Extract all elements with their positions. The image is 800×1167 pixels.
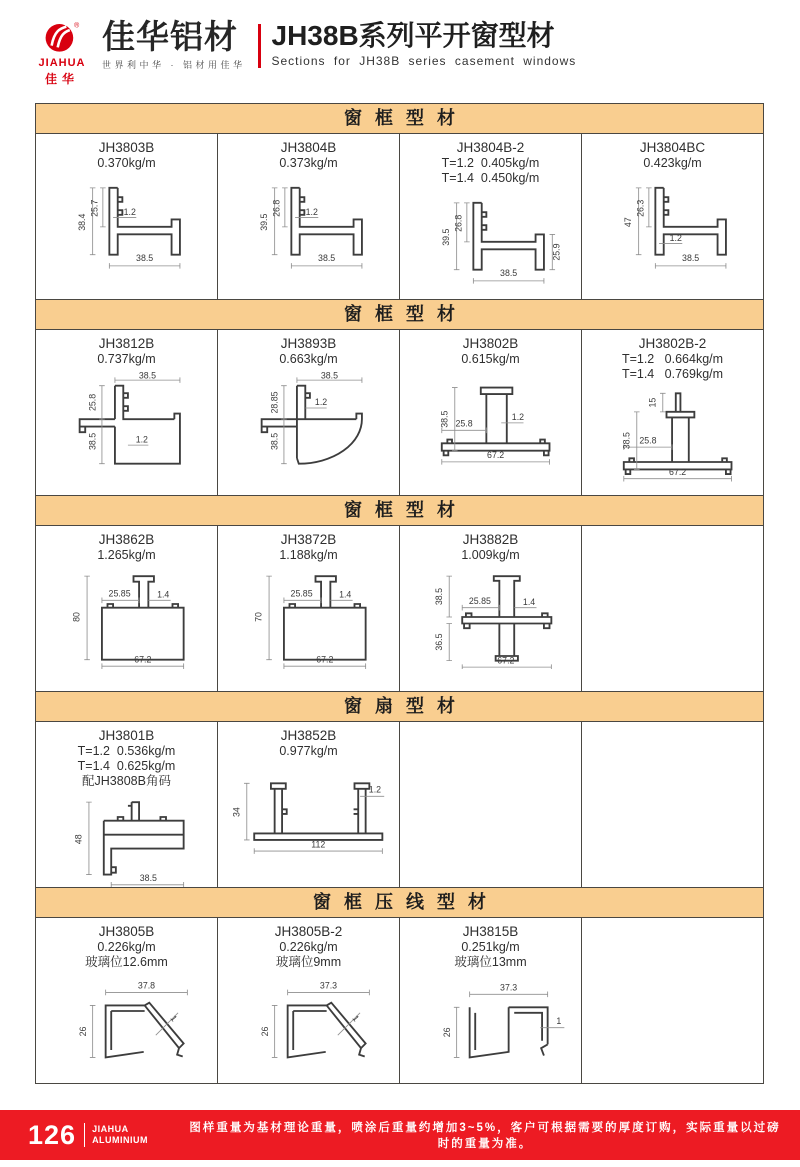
profile-cell-empty <box>582 918 763 1083</box>
svg-text:38.4: 38.4 <box>76 213 87 231</box>
profile-code: JH3805B-2 <box>274 924 343 939</box>
profile-code: JH3804B <box>280 140 337 155</box>
profile-code: JH3804BC <box>639 140 706 155</box>
svg-text:1.2: 1.2 <box>314 397 327 408</box>
title-block <box>272 21 577 68</box>
profile-cell-empty <box>582 722 763 887</box>
profile-drawing <box>406 369 576 473</box>
profile-catalog-table <box>35 103 764 1084</box>
svg-text:67.2: 67.2 <box>496 655 514 666</box>
profile-weight: 0.370kg/m <box>97 156 156 170</box>
page-header <box>26 18 576 87</box>
svg-text:25.9: 25.9 <box>551 243 562 261</box>
svg-text:1.4: 1.4 <box>338 589 351 600</box>
footer-brand-line1: JIAHUA <box>92 1124 129 1135</box>
svg-text:67.2: 67.2 <box>315 654 333 665</box>
profile-row <box>36 134 763 299</box>
profile-glass-note: 玻璃位9mm <box>275 955 342 969</box>
brand-cn-block <box>102 20 246 71</box>
profile-weight: 1.009kg/m <box>461 548 520 562</box>
svg-text:38.5: 38.5 <box>499 268 517 279</box>
profile-cell-jh3804b-2 <box>400 134 582 299</box>
svg-text:38.5: 38.5 <box>620 432 631 450</box>
profile-code: JH3893B <box>280 336 337 351</box>
svg-text:26: 26 <box>441 1027 452 1038</box>
profile-weight: 0.737kg/m <box>97 352 156 366</box>
profile-code: JH3815B <box>462 924 519 939</box>
svg-text:26: 26 <box>77 1026 88 1037</box>
profile-drawing <box>406 565 576 669</box>
svg-text:1.2: 1.2 <box>123 206 136 217</box>
profile-weight: T=1.2 0.405kg/m <box>441 156 540 170</box>
header-divider <box>258 24 261 68</box>
profile-cell-empty <box>582 526 763 691</box>
svg-text:1: 1 <box>167 1013 179 1024</box>
profile-code: JH3803B <box>98 140 155 155</box>
profile-cell-jh3802b-2 <box>582 330 763 495</box>
profile-cell-jh3893b <box>218 330 400 495</box>
profile-code: JH3812B <box>98 336 155 351</box>
brand-tagline: 世界利中华 · 铝材用佳华 <box>102 59 246 70</box>
profile-cell-jh3805b-2 <box>218 918 400 1083</box>
logo-block <box>26 18 98 87</box>
svg-text:1: 1 <box>555 1016 561 1026</box>
profile-cell-jh3804bc <box>582 134 763 299</box>
svg-text:25.85: 25.85 <box>108 588 131 599</box>
profile-weight: 0.615kg/m <box>461 352 520 366</box>
svg-text:1.2: 1.2 <box>368 784 381 795</box>
profile-drawing <box>224 761 394 865</box>
profile-cell-jh3803b <box>36 134 218 299</box>
registered-mark: ® <box>74 22 80 30</box>
svg-text:26: 26 <box>259 1026 270 1037</box>
footer-bar <box>0 1110 800 1160</box>
page-number: 126 <box>28 1119 77 1150</box>
svg-text:47: 47 <box>622 217 633 228</box>
profile-weight: T=1.4 0.625kg/m <box>77 759 176 773</box>
svg-text:34: 34 <box>230 807 241 817</box>
section-title: 窗框型材 <box>36 300 763 330</box>
profile-cell-jh3882b <box>400 526 582 691</box>
profile-weight: 0.226kg/m <box>97 940 156 954</box>
svg-text:67.2: 67.2 <box>668 467 686 477</box>
profile-cell-jh3801b <box>36 722 218 887</box>
profile-cell-jh3872b <box>218 526 400 691</box>
svg-text:38.5: 38.5 <box>139 873 157 884</box>
profile-drawing <box>42 791 212 887</box>
profile-cell-jh3802b <box>400 330 582 495</box>
svg-text:37.3: 37.3 <box>499 982 517 993</box>
svg-text:1: 1 <box>349 1013 361 1024</box>
section-title: 窗扇型材 <box>36 692 763 722</box>
profile-code: JH3872B <box>280 532 337 547</box>
brand-cn: 佳华铝材 <box>102 18 238 55</box>
profile-cell-jh3804b <box>218 134 400 299</box>
profile-code: JH3802B <box>462 336 519 351</box>
profile-code: JH3882B <box>462 532 519 547</box>
brand-en: JIAHUA <box>38 57 86 69</box>
section-window-sash <box>36 692 763 888</box>
profile-cell-empty <box>400 722 582 887</box>
svg-text:38.5: 38.5 <box>138 370 156 381</box>
svg-text:1.4: 1.4 <box>522 596 535 607</box>
svg-text:15: 15 <box>646 397 657 408</box>
profile-drawing <box>588 384 758 488</box>
profile-weight: T=1.4 0.769kg/m <box>621 367 724 381</box>
profile-weight: 1.265kg/m <box>97 548 156 562</box>
profile-code: JH3801B <box>98 728 155 743</box>
profile-cell-jh3812b <box>36 330 218 495</box>
svg-text:36.5: 36.5 <box>433 633 444 651</box>
svg-text:25.7: 25.7 <box>88 199 99 217</box>
profile-weight: T=1.2 0.536kg/m <box>77 744 176 758</box>
profile-drawing <box>42 972 212 1076</box>
profile-drawing <box>224 565 394 669</box>
section-title: 窗框型材 <box>36 104 763 134</box>
svg-text:38.5: 38.5 <box>438 410 449 428</box>
profile-row <box>36 918 763 1083</box>
svg-text:25.8: 25.8 <box>454 418 473 429</box>
svg-text:37.8: 37.8 <box>137 980 155 991</box>
jiahua-logo-icon <box>43 18 81 56</box>
svg-text:25.8: 25.8 <box>86 393 97 412</box>
svg-text:80: 80 <box>71 612 82 622</box>
profile-weight: 0.977kg/m <box>279 744 338 758</box>
svg-text:37.3: 37.3 <box>319 980 337 991</box>
profile-note: 配JH3808B角码 <box>82 774 171 788</box>
svg-text:1.2: 1.2 <box>669 232 682 243</box>
svg-text:112: 112 <box>310 839 325 850</box>
svg-text:1.2: 1.2 <box>511 412 524 423</box>
svg-text:38.5: 38.5 <box>135 253 153 264</box>
profile-code: JH3852B <box>280 728 337 743</box>
svg-text:48: 48 <box>73 834 83 845</box>
profile-glass-note: 玻璃位12.6mm <box>85 955 168 969</box>
profile-cell-jh3852b <box>218 722 400 887</box>
section-window-frame-2 <box>36 300 763 496</box>
profile-drawing <box>406 188 576 292</box>
svg-text:26.3: 26.3 <box>634 199 645 217</box>
footer-brand <box>92 1124 148 1146</box>
svg-text:1.2: 1.2 <box>135 434 148 445</box>
profile-drawing <box>42 565 212 669</box>
profile-code: JH3862B <box>98 532 155 547</box>
svg-text:70: 70 <box>253 612 264 622</box>
profile-cell-jh3805b <box>36 918 218 1083</box>
svg-text:67.2: 67.2 <box>133 654 151 665</box>
svg-text:25.85: 25.85 <box>468 596 491 606</box>
footer-brand-line2: ALUMINIUM <box>92 1135 149 1145</box>
svg-text:38.5: 38.5 <box>317 253 335 264</box>
profile-drawing <box>224 369 394 473</box>
profile-row <box>36 526 763 691</box>
profile-glass-note: 玻璃位13mm <box>454 955 527 969</box>
svg-text:26.8: 26.8 <box>270 199 281 217</box>
profile-weight: 1.188kg/m <box>279 548 338 562</box>
svg-text:39.5: 39.5 <box>258 213 269 231</box>
svg-text:38.5: 38.5 <box>268 432 279 451</box>
svg-text:26.8: 26.8 <box>452 214 463 232</box>
profile-weight: 0.373kg/m <box>279 156 338 170</box>
brand-seal: 佳华 <box>44 72 79 86</box>
profile-drawing <box>588 173 758 277</box>
profile-drawing <box>42 173 212 277</box>
profile-weight: T=1.4 0.450kg/m <box>441 171 540 185</box>
section-title: 窗框压线型材 <box>36 888 763 918</box>
profile-row <box>36 722 763 887</box>
page-subtitle: Sections for JH38B series casement windows <box>271 54 577 69</box>
profile-code: JH3802B-2 <box>638 336 707 351</box>
svg-text:67.2: 67.2 <box>486 450 504 461</box>
svg-text:38.5: 38.5 <box>681 253 699 264</box>
profile-code: JH3805B <box>98 924 155 939</box>
profile-row <box>36 330 763 495</box>
profile-code: JH3804B-2 <box>456 140 525 155</box>
profile-cell-jh3862b <box>36 526 218 691</box>
section-window-frame-3 <box>36 496 763 692</box>
svg-text:38.5: 38.5 <box>320 370 338 381</box>
footer-note: 图样重量为基材理论重量，喷涂后重量约增加3~5%，客户可根据需要的厚度订购，实际重量以过磅时的重量为准。 <box>189 1122 781 1150</box>
svg-text:25.8: 25.8 <box>638 435 657 446</box>
svg-text:1.4: 1.4 <box>156 589 169 600</box>
svg-text:38.5: 38.5 <box>433 587 444 606</box>
profile-drawing <box>406 972 576 1076</box>
profile-drawing <box>42 369 212 473</box>
profile-weight: 0.663kg/m <box>279 352 338 366</box>
profile-drawing <box>224 972 394 1076</box>
profile-weight: 0.423kg/m <box>643 156 702 170</box>
svg-text:25.85: 25.85 <box>290 588 313 599</box>
page-title: JH38B系列平开窗型材 <box>271 20 555 51</box>
profile-drawing <box>224 173 394 277</box>
profile-cell-jh3815b <box>400 918 582 1083</box>
svg-text:28.85: 28.85 <box>268 391 279 414</box>
section-title: 窗框型材 <box>36 496 763 526</box>
section-window-frame-1 <box>36 104 763 300</box>
svg-text:38.5: 38.5 <box>86 432 97 451</box>
profile-weight: 0.226kg/m <box>279 940 338 954</box>
profile-weight: 0.251kg/m <box>461 940 520 954</box>
section-frame-bead <box>36 888 763 1083</box>
svg-text:1.2: 1.2 <box>305 206 318 217</box>
profile-weight: T=1.2 0.664kg/m <box>621 352 724 366</box>
footer-divider <box>84 1123 85 1147</box>
svg-text:39.5: 39.5 <box>440 228 451 246</box>
